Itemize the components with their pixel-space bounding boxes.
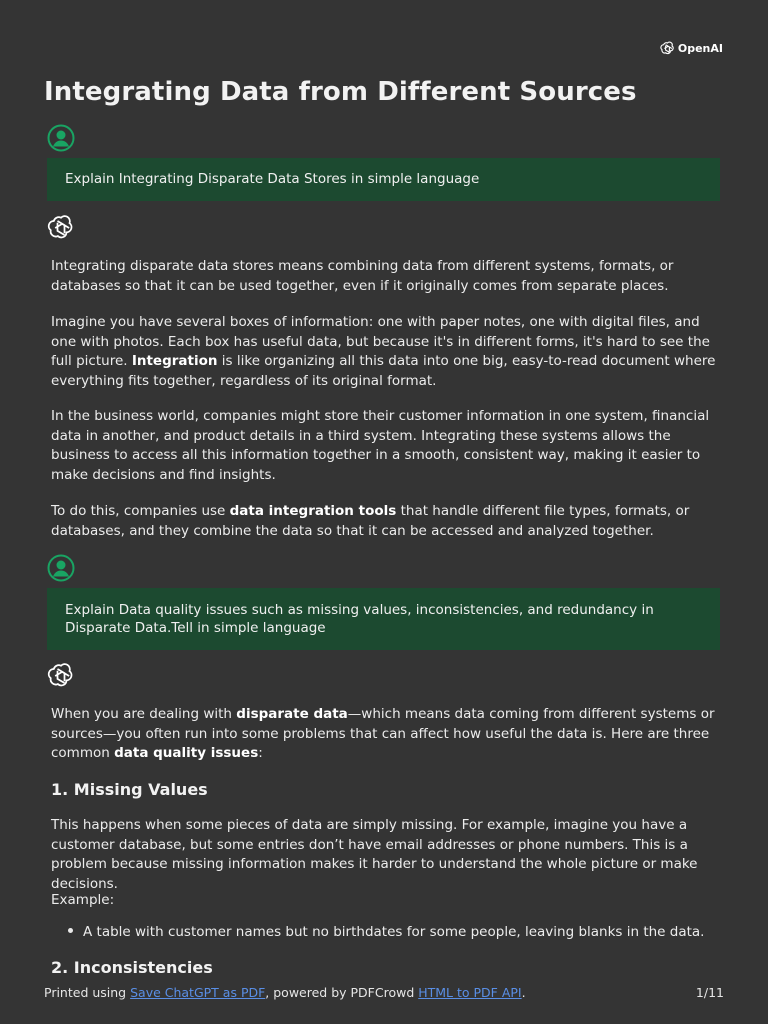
- footer-credit: Printed using Save ChatGPT as PDF, powered by PDFCrowd HTML to PDF API.: [44, 985, 526, 1000]
- prompt-text: Explain Data quality issues such as missing values, inconsistencies, and redundancy in Disparate Data.Tell in simple language: [65, 601, 654, 636]
- html-to-pdf-link[interactable]: HTML to PDF API: [418, 985, 522, 1000]
- user-avatar-icon: [47, 554, 75, 582]
- list-item: A table with customer names but no birthdates for some people, leaving blanks in the data.: [68, 923, 718, 942]
- user-prompt-1: [47, 158, 720, 201]
- openai-logo-icon: [660, 41, 675, 56]
- missing-values-paragraph: This happens when some pieces of data are simply missing. For example, imagine you have a customer database, but some entries don’t have email addresses or phone numbers. This is a problem because missing information makes it harder to understand the whole picture or make decisions.: [51, 817, 698, 893]
- chatgpt-avatar-icon: [47, 214, 75, 242]
- example-label: Example:: [51, 892, 115, 908]
- heading-inconsistencies: 2. Inconsistencies: [51, 958, 213, 977]
- save-chatgpt-link[interactable]: Save ChatGPT as PDF: [130, 985, 266, 1000]
- answer1-paragraph-3: In the business world, companies might store their customer information in one system, financial data in another, and product details in a third system. Integrating these systems allows the business to access all this information together in a smooth, consistent way, making it easier to make decisions and find insights.: [51, 408, 710, 484]
- answer1-paragraph-4: To do this, companies use data integration tools that handle different file types, formats, or databases, and they combine the data so that it can be accessed and analyzed together.: [51, 503, 690, 539]
- heading-missing-values: 1. Missing Values: [51, 780, 208, 799]
- user-prompt-2: [47, 588, 720, 650]
- answer2-intro: When you are dealing with disparate data—which means data coming from different systems or sources—you often run into some problems that can affect how useful the data is. Here are three common data quality issues:: [51, 706, 715, 762]
- prompt-text: Explain Integrating Disparate Data Stores in simple language: [65, 171, 480, 188]
- logo-text: OpenAI: [677, 42, 723, 55]
- answer1-paragraph-2: Imagine you have several boxes of information: one with paper notes, one with digital files, and one with photos. Each box has useful data, but because it's in different forms, it's hard to see the full picture. Integration is like organizing all this data into one big, easy-to-read document where everything fits together, regardless of its original format.: [51, 314, 716, 390]
- chatgpt-avatar-icon: [47, 662, 75, 690]
- user-avatar-icon: [47, 124, 75, 152]
- answer1-paragraph-1: Integrating disparate data stores means combining data from different systems, formats, or databases so that it can be used together, even if it originally comes from separate places.: [51, 258, 674, 294]
- page-number: 1/11: [695, 985, 724, 1000]
- footer: [44, 985, 724, 1000]
- bullet-icon: [68, 928, 73, 933]
- page-title: Integrating Data from Different Sources: [44, 77, 637, 107]
- openai-logo: [660, 41, 723, 56]
